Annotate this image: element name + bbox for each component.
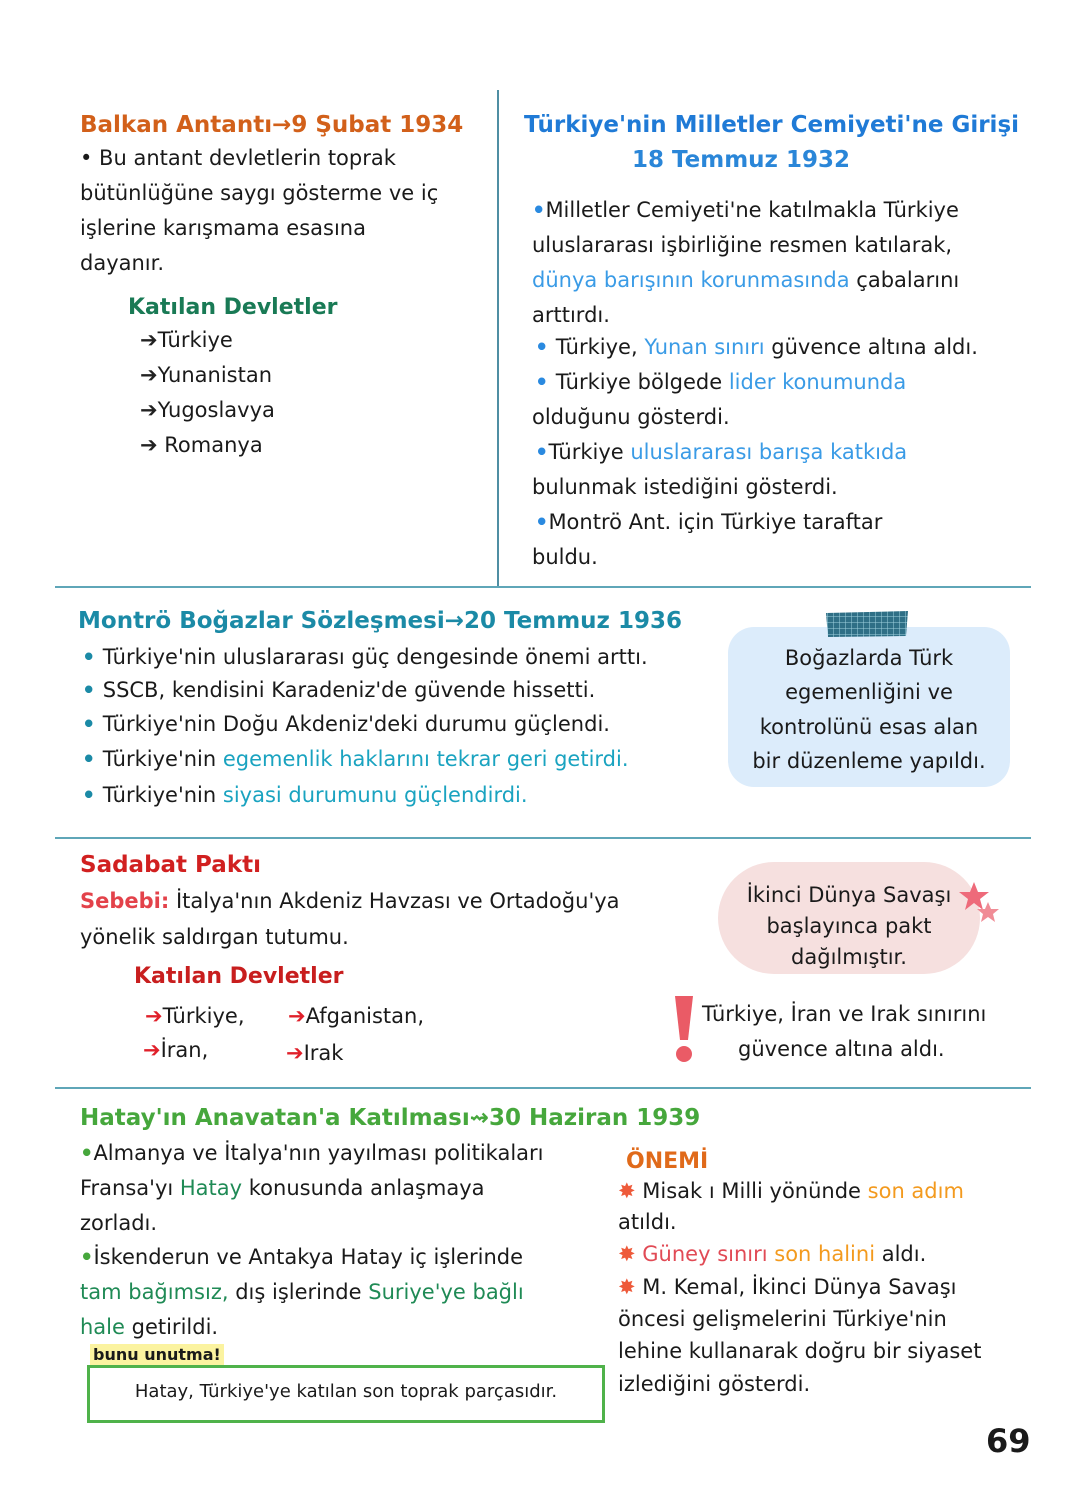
- hatay-box-text: Hatay, Türkiye'ye katılan son toprak parçasıdır.: [134, 1381, 558, 1402]
- hatay-p2-l2: tam bağımsız, dış işlerinde Suriye'ye bağlı: [80, 1280, 524, 1304]
- hatay-i3-l2: öncesi gelişmelerini Türkiye'nin: [618, 1307, 947, 1331]
- milletler-p3-l1: • Türkiye bölgede lider konumunda: [535, 370, 907, 394]
- vertical-divider: [497, 90, 499, 586]
- hatay-i2: ✸ Güney sınırı son halini aldı.: [618, 1242, 927, 1266]
- hatay-i3-l1: ✸ M. Kemal, İkinci Dünya Savaşı: [618, 1275, 957, 1299]
- montro-bullet-2: • SSCB, kendisini Karadeniz'de güvende hissetti.: [82, 678, 596, 702]
- bullet-icon: •: [535, 370, 556, 394]
- hatay-p1-l2: Fransa'yı Hatay konusunda anlaşmaya: [80, 1176, 485, 1200]
- sadabat-country-3: ➔İran,: [143, 1038, 209, 1062]
- divider-2: [55, 837, 1031, 839]
- sadabat-country-1: ➔Türkiye,: [145, 1004, 245, 1028]
- balkan-country-1: ➔Türkiye: [140, 328, 233, 352]
- sadabat-reason-2: yönelik saldırgan tutumu.: [80, 925, 349, 949]
- arrow-icon: ➔: [143, 1038, 161, 1062]
- montro-bullet-1: • Türkiye'nin uluslararası güç dengesinde önemi arttı.: [82, 645, 648, 669]
- arrow-icon: ➔: [140, 398, 158, 422]
- montro-note-4: bir düzenleme yapıldı.: [752, 749, 986, 773]
- bullet-icon: •: [80, 1245, 94, 1269]
- milletler-title: Türkiye'nin Milletler Cemiyeti'ne Girişi: [524, 112, 1020, 138]
- page-number: 69: [986, 1422, 1031, 1460]
- montro-title: Montrö Boğazlar Sözleşmesi→20 Temmuz 1936: [78, 608, 682, 634]
- hatay-title: Hatay'ın Anavatan'a Katılması⇝30 Haziran 1939: [80, 1105, 701, 1131]
- hatay-i3-l4: izlediğini gösterdi.: [618, 1372, 811, 1396]
- balkan-desc-2: bütünlüğüne saygı gösterme ve iç: [80, 181, 439, 205]
- hatay-i1-l2: atıldı.: [618, 1210, 677, 1234]
- milletler-p3-l2: olduğunu gösterdi.: [532, 405, 730, 429]
- milletler-date: 18 Temmuz 1932: [632, 147, 850, 173]
- bullet-icon: •: [82, 783, 103, 807]
- bullet-icon: •: [535, 440, 549, 464]
- sadabat-reason-1: Sebebi: İtalya'nın Akdeniz Havzası ve Ortadoğu'ya: [80, 889, 620, 913]
- milletler-p4-l2: bulunmak istediğini gösterdi.: [532, 475, 838, 499]
- sadabat-warn-2: güvence altına aldı.: [738, 1037, 945, 1061]
- montro-note-2: egemenliğini ve: [785, 680, 953, 704]
- hatay-reminder: bunu unutma!: [90, 1344, 224, 1366]
- bullet-icon: •: [82, 747, 103, 771]
- arrow-icon: ➔: [140, 328, 158, 352]
- montro-note-1: Boğazlarda Türk: [784, 646, 954, 670]
- sadabat-pink-1: İkinci Dünya Savaşı: [746, 883, 952, 907]
- milletler-p2: • Türkiye, Yunan sınırı güvence altına aldı.: [535, 335, 978, 359]
- balkan-title: Balkan Antantı→9 Şubat 1934: [80, 112, 464, 138]
- montro-bullet-3: • Türkiye'nin Doğu Akdeniz'deki durumu güçlendi.: [82, 712, 610, 736]
- sadabat-subtitle: Katılan Devletler: [134, 964, 344, 989]
- hatay-i3-l3: lehine kullanarak doğru bir siyaset: [618, 1339, 982, 1363]
- sadabat-country-2: ➔Afganistan,: [288, 1004, 424, 1028]
- milletler-p1-l3: dünya barışının korunmasında çabalarını: [532, 268, 960, 292]
- sadabat-country-4: ➔Irak: [286, 1041, 344, 1065]
- bullet-icon: •: [535, 510, 549, 534]
- arrow-icon: ➔: [288, 1004, 306, 1028]
- montro-note-3: kontrolünü esas alan: [759, 715, 979, 739]
- star-icon: [958, 880, 1000, 930]
- milletler-p5-l2: buldu.: [532, 545, 598, 569]
- milletler-p1-l2: uluslararası işbirliğine resmen katılarak,: [532, 233, 953, 257]
- arrow-icon: ➔: [286, 1041, 304, 1065]
- balkan-desc-4: dayanır.: [80, 251, 165, 275]
- star-bullet-icon: ✸: [618, 1275, 643, 1299]
- hatay-p2-l3: hale getirildi.: [80, 1315, 219, 1339]
- hatay-i1-l1: ✸ Misak ı Milli yönünde son adım: [618, 1179, 964, 1203]
- balkan-desc-3: işlerine karışmama esasına: [80, 216, 366, 240]
- hatay-p1-l1: •Almanya ve İtalya'nın yayılması politikaları: [80, 1141, 544, 1165]
- sadabat-pink-3: dağılmıştır.: [791, 945, 907, 969]
- tape-icon: [822, 610, 912, 638]
- bullet-icon: •: [82, 712, 103, 736]
- balkan-country-3: ➔Yugoslavya: [140, 398, 275, 422]
- bullet-icon: •: [82, 678, 103, 702]
- bullet-icon: •: [82, 645, 103, 669]
- sadabat-warn-1: Türkiye, İran ve Irak sınırını: [702, 1002, 987, 1026]
- hatay-importance-title: ÖNEMİ: [626, 1149, 709, 1174]
- exclamation-icon: [671, 994, 697, 1066]
- star-bullet-icon: ✸: [618, 1242, 643, 1266]
- montro-bullet-5: • Türkiye'nin siyasi durumunu güçlendirdi.: [82, 783, 528, 807]
- arrow-icon: ➔: [140, 433, 165, 457]
- balkan-country-2: ➔Yunanistan: [140, 363, 273, 387]
- balkan-desc-1: • Bu antant devletlerin toprak: [80, 146, 396, 170]
- bullet-icon: •: [532, 198, 546, 222]
- bullet-icon: •: [535, 335, 556, 359]
- divider-1: [55, 586, 1031, 588]
- balkan-subtitle: Katılan Devletler: [128, 295, 338, 320]
- hatay-p1-l3: zorladı.: [80, 1211, 158, 1235]
- milletler-p1-l4: arttırdı.: [532, 303, 610, 327]
- balkan-country-4: ➔ Romanya: [140, 433, 263, 457]
- milletler-p1-l1: •Milletler Cemiyeti'ne katılmakla Türkiye: [532, 198, 959, 222]
- sadabat-title: Sadabat Paktı: [80, 852, 261, 878]
- arrow-icon: ➔: [145, 1004, 163, 1028]
- arrow-icon: ➔: [140, 363, 158, 387]
- milletler-p4-l1: •Türkiye uluslararası barışa katkıda: [535, 440, 908, 464]
- divider-3: [55, 1087, 1031, 1089]
- bullet-icon: •: [80, 1141, 94, 1165]
- milletler-p5-l1: •Montrö Ant. için Türkiye taraftar: [535, 510, 883, 534]
- hatay-p2-l1: •İskenderun ve Antakya Hatay iç işlerinde: [80, 1245, 524, 1269]
- montro-bullet-4: • Türkiye'nin egemenlik haklarını tekrar geri getirdi.: [82, 747, 629, 771]
- sadabat-pink-2: başlayınca pakt: [766, 914, 932, 938]
- star-bullet-icon: ✸: [618, 1179, 643, 1203]
